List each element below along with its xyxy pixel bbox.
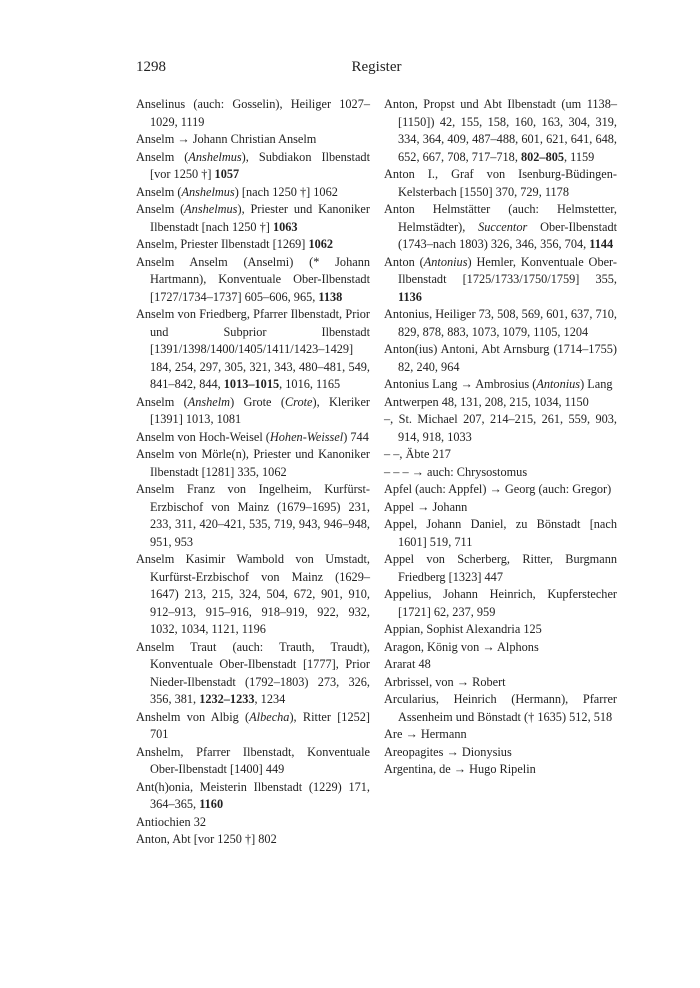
running-head: Register [351, 59, 402, 75]
index-entry: Arbrissel, von → Robert [384, 674, 506, 689]
index-entry: Argentina, de → Hugo Ripelin [384, 762, 536, 776]
index-entry: Anton (Antonius) Hemler, Konventuale Ober-Ilbenstadt [1725/1733/1750/1759] 355, 1136 [384, 254, 617, 304]
page-header [136, 59, 617, 81]
index-entry: Anselm Franz von Ingelheim, Kurfürst-Erzbischof von Mainz (1679–1695) 231, 233, 311, 420–421, 535, 719, 943, 946–948, 951, 953 [136, 482, 370, 549]
index-entry: – –, Äbte 217 [384, 447, 451, 461]
index-entry: Anton Helmstätter (auch: Helmstetter, Helmstädter), Succentor Ober-Ilbenstadt (1743–nach 1803) 326, 346, 356, 704, 1144 [384, 202, 618, 251]
index-entry: Anselm (Anshelmus) [nach 1250 †] 1062 [136, 184, 338, 199]
index-entry: Anselm Traut (auch: Trauth, Traudt), Konventuale Ober-Ilbenstadt [1777], Prior Nieder-Ilbenstadt (1792–1803) 273, 326, 356, 381, 1232–1233, 1234 [136, 639, 370, 706]
index-entry: Anselm von Friedberg, Pfarrer Ilbenstadt, Prior und Subprior Ilbenstadt [1391/1398/1400/1405/1411/1423–1429] 184, 254, 297, 305, 321, 343, 480–481, 549, 841–842, 844, 1013–1015, 1016, 1165 [136, 307, 370, 391]
index-entry: Anton(ius) Antoni, Abt Arnsburg (1714–1755) 82, 240, 964 [384, 342, 617, 374]
index-entry: Appelius, Johann Heinrich, Kupferstecher [1721] 62, 237, 959 [384, 587, 617, 619]
index-entry: –, St. Michael 207, 214–215, 261, 559, 903, 914, 918, 1033 [384, 412, 617, 444]
index-entry: – – – → auch: Chrysostomus [384, 464, 528, 479]
index-entry: Anton, Propst und Abt Ilbenstadt (um 1138–[1150]) 42, 155, 158, 160, 163, 304, 319, 334, 364, 409, 487–488, 601, 621, 641, 648, 652, 667, 708, 717–718, 802–805, 1159 [384, 97, 617, 164]
index-entry: Areopagites → Dionysius [384, 744, 512, 759]
index-entry: Anselm von Hoch-Weisel (Hohen-Weissel) 744 [136, 429, 369, 444]
index-entry: Appel von Scherberg, Ritter, Burgmann Friedberg [1323] 447 [384, 552, 617, 584]
index-entry: Antonius Lang → Ambrosius (Antonius) Lang [384, 377, 613, 391]
index-entry: Are → Hermann [384, 727, 467, 741]
index-entry: Antwerpen 48, 131, 208, 215, 1034, 1150 [384, 394, 589, 409]
index-entry: Appian, Sophist Alexandria 125 [384, 622, 542, 636]
index-entry: Anselm Anselm (Anselmi) (* Johann Hartmann), Konventuale Ober-Ilbenstadt [1727/1734–1737] 605–606, 965, 1138 [136, 254, 370, 304]
index-entry: Anselm Kasimir Wambold von Umstadt, Kurfürst-Erzbischof von Mainz (1629–1647) 213, 215, 324, 504, 672, 901, 910, 912–913, 915–916, 918–919, 922, 932, 1032, 1034, 1121, 1196 [136, 552, 370, 636]
index-entry: Antiochien 32 [136, 814, 207, 829]
index-column-left [136, 96, 370, 849]
index-entry: Ararat 48 [384, 657, 431, 671]
index-entry: Anselinus (auch: Gosselin), Heiliger 1027–1029, 1119 [136, 97, 370, 129]
index-column-right [384, 96, 617, 779]
index-entry: Aragon, König von → Alphons [384, 639, 539, 654]
index-entry: Ant(h)onia, Meisterin Ilbenstadt (1229) 171, 364–365, 1160 [136, 779, 370, 811]
index-entry: Appel → Johann [384, 499, 468, 514]
index-entry: Anselm → Johann Christian Anselm [136, 132, 317, 146]
index-entry: Anselm, Priester Ilbenstadt [1269] 1062 [136, 237, 334, 251]
index-entry: Antonius, Heiliger 73, 508, 569, 601, 637, 710, 829, 878, 883, 1073, 1079, 1105, 1204 [384, 307, 617, 339]
index-entry: Anshelm, Pfarrer Ilbenstadt, Konventuale Ober-Ilbenstadt [1400] 449 [136, 744, 370, 776]
index-entry: Anselm (Anshelmus), Subdiakon Ilbenstadt [vor 1250 †] 1057 [136, 149, 370, 181]
index-entry: Anselm von Mörle(n), Priester und Kanoniker Ilbenstadt [1281] 335, 1062 [136, 447, 370, 479]
index-entry: Anton, Abt [vor 1250 †] 802 [136, 832, 277, 846]
index-entry: Appel, Johann Daniel, zu Bönstadt [nach 1601] 519, 711 [384, 517, 617, 549]
index-entry: Anselm (Anshelmus), Priester und Kanoniker Ilbenstadt [nach 1250 †] 1063 [136, 202, 370, 234]
index-entry: Arcularius, Heinrich (Hermann), Pfarrer Assenheim und Bönstadt († 1635) 512, 518 [384, 692, 617, 724]
page-number: 1298 [136, 59, 166, 75]
index-entry: Anshelm von Albig (Albecha), Ritter [1252] 701 [136, 709, 370, 741]
index-entry: Anselm (Anshelm) Grote (Crote), Kleriker [1391] 1013, 1081 [136, 394, 370, 426]
index-entry: Anton I., Graf von Isenburg-Büdingen-Kelsterbach [1550] 370, 729, 1178 [384, 167, 617, 199]
index-entry: Apfel (auch: Appfel) → Georg (auch: Gregor) [384, 482, 612, 496]
